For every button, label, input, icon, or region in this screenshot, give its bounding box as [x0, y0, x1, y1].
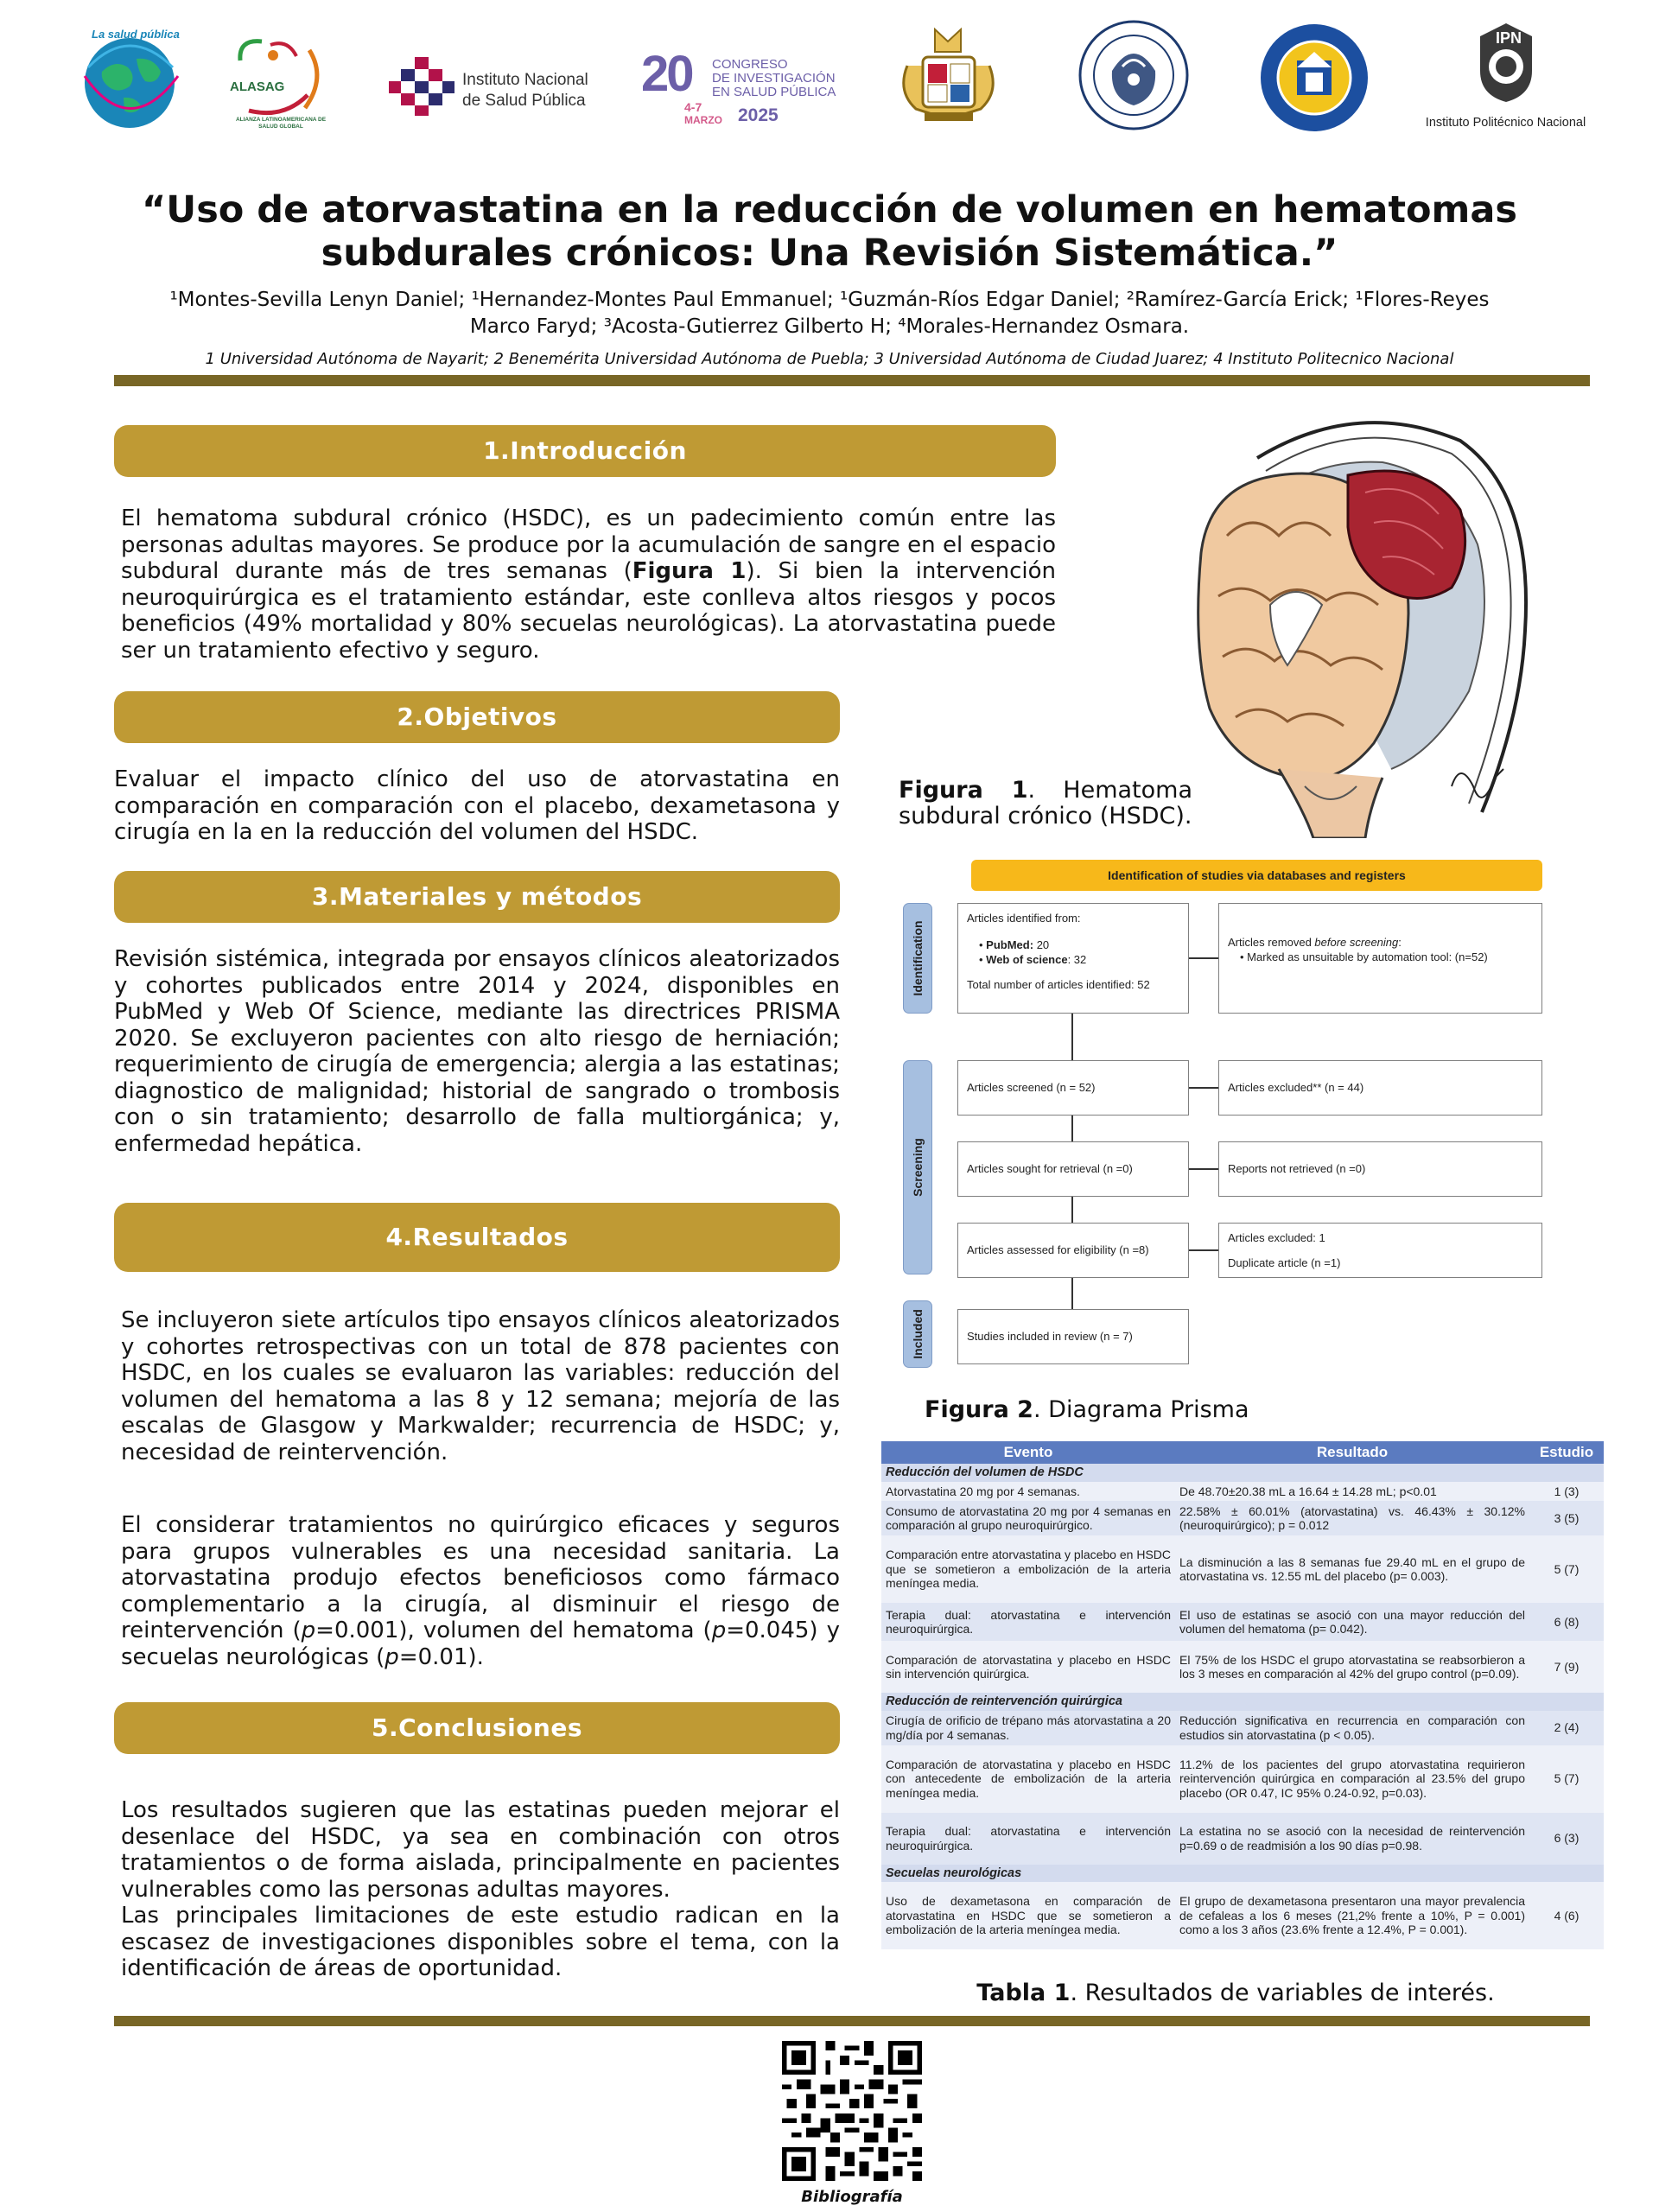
congreso-line-1: CONGRESO	[712, 57, 788, 72]
results-text-2a: El considerar tratamientos no quirúrgico eficaces y seguros para grupos vulnerables es una necesidad sanitaria. La atorvastatina produjo efectos beneficiosos como fármaco complementario a la cirugía, al disminuir el riesgo de reintervención (	[121, 1512, 840, 1643]
congreso-year: 2025	[738, 105, 779, 125]
table-cell-resultado: El uso de estatinas se asoció con una mayor reducción del volumen del hematoma (p= 0.042).	[1175, 1603, 1529, 1641]
table-group-title: Reducción de reintervención quirúrgica	[881, 1693, 1604, 1711]
congreso-line-2: DE INVESTIGACIÓN	[712, 71, 836, 86]
prisma-arrow-sought-down	[1071, 1197, 1073, 1223]
objectives-section-bar	[114, 691, 840, 743]
table-group-title: Reducción del volumen de HSDC	[881, 1464, 1604, 1482]
table-cell-resultado: El 75% de los HSDC el grupo atorvastatina se reabsorbieron a los 3 meses en comparación al 42% del grupo control (p=0.09).	[1175, 1641, 1529, 1693]
table-row	[881, 1603, 1604, 1641]
prisma-arrow-id-removed	[1189, 957, 1218, 959]
bibliography-qr-code[interactable]	[782, 2041, 922, 2181]
prisma-excluded-eligibility-box	[1218, 1223, 1542, 1278]
table-row	[881, 1882, 1604, 1949]
table-cell-evento: Terapia dual: atorvastatina e intervención neuroquirúrgica.	[881, 1603, 1175, 1641]
table-cell-estudio: 3 (5)	[1529, 1501, 1604, 1535]
methods-paragraph: Revisión sistémica, integrada por ensayos clínicos aleatorizados y cohortes publicados entre 2014 y 2024, disponibles en PubMed y Web Of Science, mediante las directrices PRISMA 2020. Se excluyeron pacientes con alto riesgo de herniación; requerimiento de cirugía de emergencia; alergia a las estatinas; diagnostico de malignidad; historial de sangrado o trombosis con o sin tratamiento; desarrollo de falla multiorgánica; y, enfermedad hepática.	[114, 946, 840, 1157]
bibliography-label[interactable]: Bibliografía	[801, 2188, 903, 2206]
ipn-caption: Instituto Politécnico Nacional	[1425, 116, 1586, 130]
footer-divider	[114, 2016, 1590, 2026]
table-cell-evento: Comparación entre atorvastatina y placebo en HSDC que se sometieron a embolización de la arteria meníngea media.	[881, 1535, 1175, 1603]
p-value-symbol-2: p	[711, 1618, 727, 1643]
results-table-header-row	[881, 1441, 1604, 1464]
prisma-side-screening-label: Screening	[911, 1138, 925, 1197]
figure-2-text: . Diagrama Prisma	[1033, 1396, 1249, 1423]
table-cell-evento: Comparación de atorvastatina y placebo en HSDC con antecedente de embolización de la arteria meníngea media.	[881, 1745, 1175, 1813]
prisma-included-box: Studies included in review (n = 7)	[957, 1309, 1189, 1364]
header-divider	[114, 375, 1590, 386]
intro-section-title: 1.Introducción	[483, 436, 687, 465]
prisma-screened-box: Articles screened (n = 52)	[957, 1060, 1189, 1116]
table-cell-evento: Terapia dual: atorvastatina e intervención neuroquirúrgica.	[881, 1813, 1175, 1865]
table-row	[881, 1711, 1604, 1745]
table-cell-evento: Consumo de atorvastatina 20 mg por 4 semanas en comparación al grupo neuroquirúrgico.	[881, 1501, 1175, 1535]
prisma-diagram	[886, 860, 1542, 1378]
table-1-label: Tabla 1	[976, 1980, 1071, 2006]
results-section-bar	[114, 1203, 840, 1272]
congreso-line-3: EN SALUD PÚBLICA	[712, 85, 836, 99]
methods-section-bar	[114, 871, 840, 923]
table-row	[881, 1482, 1604, 1502]
prisma-removed-title-3: :	[1398, 936, 1402, 949]
table-cell-evento: Cirugía de orificio de trépano más atorvastatina a 20 mg/día por 4 semanas.	[881, 1711, 1175, 1745]
prisma-arrow-id-down	[1071, 1014, 1073, 1060]
table-1-caption	[907, 1980, 1564, 2006]
table-row	[881, 1641, 1604, 1693]
table-cell-estudio: 5 (7)	[1529, 1745, 1604, 1813]
conclusions-paragraph-2: Las principales limitaciones de este estudio radican en la escasez de investigaciones disponibles sobre el tema, con la identificación de áreas de oportunidad.	[121, 1903, 840, 1981]
results-table	[881, 1441, 1604, 1949]
prisma-identified-title: Articles identified from:	[967, 912, 1081, 925]
table-row	[881, 1745, 1604, 1813]
uacj-seal-logo	[1259, 22, 1370, 133]
uan-crest-logo	[890, 22, 1007, 124]
prisma-arrow-assessed-down	[1071, 1278, 1073, 1309]
prisma-side-identification	[903, 903, 932, 1014]
congreso-number: 20	[641, 46, 692, 102]
intro-section-bar	[114, 425, 1056, 477]
intro-text-1: El hematoma subdural crónico (HSDC), es un padecimiento común entre las personas adultas mayores. Se produce por la acumulación de sangre en el espacio subdural durante más de tres semanas (	[121, 505, 1056, 584]
prisma-arrow-screened-down	[1071, 1116, 1073, 1141]
prisma-pubmed-n: 20	[1036, 938, 1050, 951]
prisma-removed-item: Marked as unsuitable by automation tool: (n=52)	[1247, 950, 1488, 963]
intro-text-2: ). Si bien la intervención neuroquirúrgica es el tratamiento estándar, este conlleva altos riesgos y pocos beneficios (49% mortalidad y 80% secuelas neurológicas). La atorvastatina puede ser un tratamiento efectivo y seguro.	[121, 558, 1057, 664]
prisma-arrow-screened-excluded	[1189, 1087, 1218, 1089]
prisma-total-identified: Total number of articles identified: 52	[967, 978, 1150, 991]
ipn-logo	[1413, 19, 1599, 136]
table-1-text: . Resultados de variables de interés.	[1070, 1980, 1495, 2006]
table-cell-estudio: 2 (4)	[1529, 1711, 1604, 1745]
table-cell-resultado: La disminución a las 8 semanas fue 29.40 mL en el grupo de atorvastatina vs. 12.55 mL del placebo (p= 0.003).	[1175, 1535, 1529, 1603]
results-section-title: 4.Resultados	[385, 1223, 569, 1251]
insp-line-1: Instituto Nacional	[462, 71, 588, 89]
prisma-not-retrieved-box: Reports not retrieved (n =0)	[1218, 1141, 1542, 1197]
conclusions-section-bar	[114, 1702, 840, 1754]
conclusions-section-title: 5.Conclusiones	[371, 1713, 583, 1742]
figure-2-caption	[925, 1397, 1357, 1423]
insp-line-2: de Salud Pública	[462, 92, 586, 110]
prisma-identified-box: Articles identified from: • PubMed: 20 • Web of science: 32 Total number of articles identified: 52	[957, 903, 1189, 1014]
poster-title: “Uso de atorvastatina en la reducción de volumen en hematomas subdurales crónicos: Una Revisión Sistemática.”	[142, 188, 1517, 275]
table-cell-evento: Atorvastatina 20 mg por 4 semanas.	[881, 1482, 1175, 1502]
congreso-month: MARZO	[684, 114, 722, 126]
table-row	[881, 1535, 1604, 1603]
alasag-logo	[223, 35, 331, 143]
table-cell-resultado: Reducción significativa en recurrencia en comparación con estudios sin atorvastatina (p < 0.05).	[1175, 1711, 1529, 1745]
salud-publica-label: La salud pública	[92, 28, 180, 41]
table-cell-estudio: 7 (9)	[1529, 1641, 1604, 1693]
objectives-paragraph: Evaluar el impacto clínico del uso de atorvastatina en comparación en comparación con el placebo, dexametasona y cirugía en la en la reducción del volumen del HSDC.	[114, 766, 840, 845]
table-cell-resultado: El grupo de dexametasona presentaron una mayor prevalencia de cefaleas a los 6 meses (21,2% frente a 10%, P = 0.001) como a los 3 años (23.6% frente a 12.4%, P = 0.001).	[1175, 1882, 1529, 1949]
figure-1-caption	[899, 778, 1192, 830]
ipn-mark: IPN	[1496, 29, 1522, 47]
table-cell-estudio: 1 (3)	[1529, 1482, 1604, 1502]
authors-line: ¹Montes-Sevilla Lenyn Daniel; ¹Hernandez-Montes Paul Emmanuel; ¹Guzmán-Ríos Edgar Daniel; ²Ramírez-García Erick; ¹Flores-Reyes Marco Faryd; ³Acosta-Gutierrez Gilberto H; ⁴Morales-Hernandez Osmara.	[169, 289, 1490, 338]
results-table-header-resultado: Resultado	[1175, 1441, 1529, 1464]
results-paragraph-2	[121, 1512, 840, 1670]
congreso-logo	[641, 46, 840, 130]
prisma-wos-n: : 32	[1067, 953, 1087, 966]
alasag-subtitle: ALIANZA LATINOAMERICANA DE SALUD GLOBAL	[235, 117, 327, 130]
results-table-header-evento: Evento	[881, 1441, 1175, 1464]
salud-publica-logo	[76, 24, 184, 132]
results-paragraph-1: Se incluyeron siete artículos tipo ensayos clínicos aleatorizados y cohortes retrospectivas con un total de 878 pacientes con HSDC, en los cuales se evaluaron las variables: reducción del volumen del hematoma a las 8 y 12 semana; mejoría de las escalas de Glasgow y Markwalder; recurrencia de HSDC; y, necesidad de reintervención.	[121, 1307, 840, 1465]
results-text-2d: =0.01).	[398, 1643, 484, 1670]
table-cell-estudio: 5 (7)	[1529, 1535, 1604, 1603]
prisma-side-identification-label: Identification	[911, 920, 925, 996]
prisma-excluded-eligibility-1: Articles excluded: 1	[1228, 1231, 1325, 1244]
objectives-section-title: 2.Objetivos	[397, 702, 557, 731]
prisma-side-included	[903, 1300, 932, 1368]
p-value-symbol-1: p	[301, 1618, 316, 1643]
prisma-sought-box: Articles sought for retrieval (n =0)	[957, 1141, 1189, 1197]
prisma-excluded-box: Articles excluded** (n = 44)	[1218, 1060, 1542, 1116]
intro-paragraph	[121, 505, 1056, 664]
p-value-symbol-3: p	[385, 1643, 399, 1670]
prisma-arrow-sought-not-retrieved	[1189, 1168, 1218, 1170]
table-group-row	[881, 1464, 1604, 1482]
figure-1-label: Figura 1	[899, 777, 1028, 804]
table-cell-estudio: 6 (8)	[1529, 1603, 1604, 1641]
results-table-header-estudio: Estudio	[1529, 1441, 1604, 1464]
prisma-removed-title-1: Articles removed	[1228, 936, 1315, 949]
table-cell-estudio: 6 (3)	[1529, 1813, 1604, 1865]
prisma-removed-box: Articles removed before screening: • Marked as unsuitable by automation tool: (n=52)	[1218, 903, 1542, 1014]
table-group-title: Secuelas neurológicas	[881, 1865, 1604, 1883]
methods-section-title: 3.Materiales y métodos	[311, 882, 643, 911]
table-row	[881, 1501, 1604, 1535]
table-row	[881, 1813, 1604, 1865]
congreso-dates: 4-7	[684, 100, 702, 114]
table-cell-evento: Uso de dexametasona en comparación de atorvastatina en HSDC que se sometieron a embolización de la arteria meníngea media.	[881, 1882, 1175, 1949]
prisma-arrow-assessed-excluded	[1189, 1249, 1218, 1251]
table-cell-resultado: 22.58% ± 60.01% (atorvastatina) vs. 46.43% ± 30.12% (neuroquirúrgico); p = 0.012	[1175, 1501, 1529, 1535]
logo-strip	[0, 0, 1659, 156]
figure-1-text: . Hematoma subdural crónico (HSDC).	[899, 777, 1192, 830]
prisma-removed-title-2: before screening	[1314, 936, 1399, 949]
prisma-assessed-box: Articles assessed for eligibility (n =8)	[957, 1223, 1189, 1278]
prisma-side-included-label: Included	[911, 1309, 925, 1359]
affiliations-line: 1 Universidad Autónoma de Nayarit; 2 Benemérita Universidad Autónoma de Puebla; 3 Universidad Autónoma de Ciudad Juarez; 4 Instituto Politecnico Nacional	[205, 350, 1454, 368]
insp-logo	[389, 57, 596, 118]
figure-2-label: Figura 2	[925, 1396, 1033, 1423]
table-group-row	[881, 1693, 1604, 1711]
buap-seal-logo	[1077, 19, 1190, 131]
table-cell-resultado: De 48.70±20.38 mL a 16.64 ± 14.28 mL; p<0.01	[1175, 1482, 1529, 1502]
table-cell-estudio: 4 (6)	[1529, 1882, 1604, 1949]
conclusions-paragraph-1: Los resultados sugieren que las estatinas pueden mejorar el desenlace del HSDC, ya sea en combinación con otros tratamientos o de forma aislada, principalmente en pacientes vulnerables como las personas adultas mayores.	[121, 1797, 840, 1903]
table-cell-resultado: 11.2% de los pacientes del grupo atorvastatina requirieron reintervención quirúrgica en comparación al 23.5% del grupo placebo (OR 0.47, IC 95% 0.24-0.92, p=0.03).	[1175, 1745, 1529, 1813]
prisma-side-screening	[903, 1060, 932, 1274]
table-group-row	[881, 1865, 1604, 1883]
prisma-pubmed-label: PubMed:	[986, 938, 1034, 951]
table-cell-resultado: La estatina no se asoció con la necesidad de reintervención p=0.69 o de readmisión a los 90 días p=0.98.	[1175, 1813, 1529, 1865]
hematoma-illustration	[1175, 406, 1538, 838]
prisma-wos-label: Web of science	[986, 953, 1068, 966]
prisma-header: Identification of studies via databases and registers	[971, 860, 1542, 891]
results-text-2c: =0.045) y secuelas neurológicas (	[121, 1618, 841, 1670]
intro-figure-ref: Figura 1	[632, 558, 747, 584]
table-cell-evento: Comparación de atorvastatina y placebo en HSDC sin intervención quirúrgica.	[881, 1641, 1175, 1693]
prisma-excluded-eligibility-2: Duplicate article (n =1)	[1228, 1256, 1341, 1269]
alasag-name: ALASAG	[230, 79, 285, 94]
results-text-2b: =0.001), volumen del hematoma (	[315, 1618, 712, 1643]
